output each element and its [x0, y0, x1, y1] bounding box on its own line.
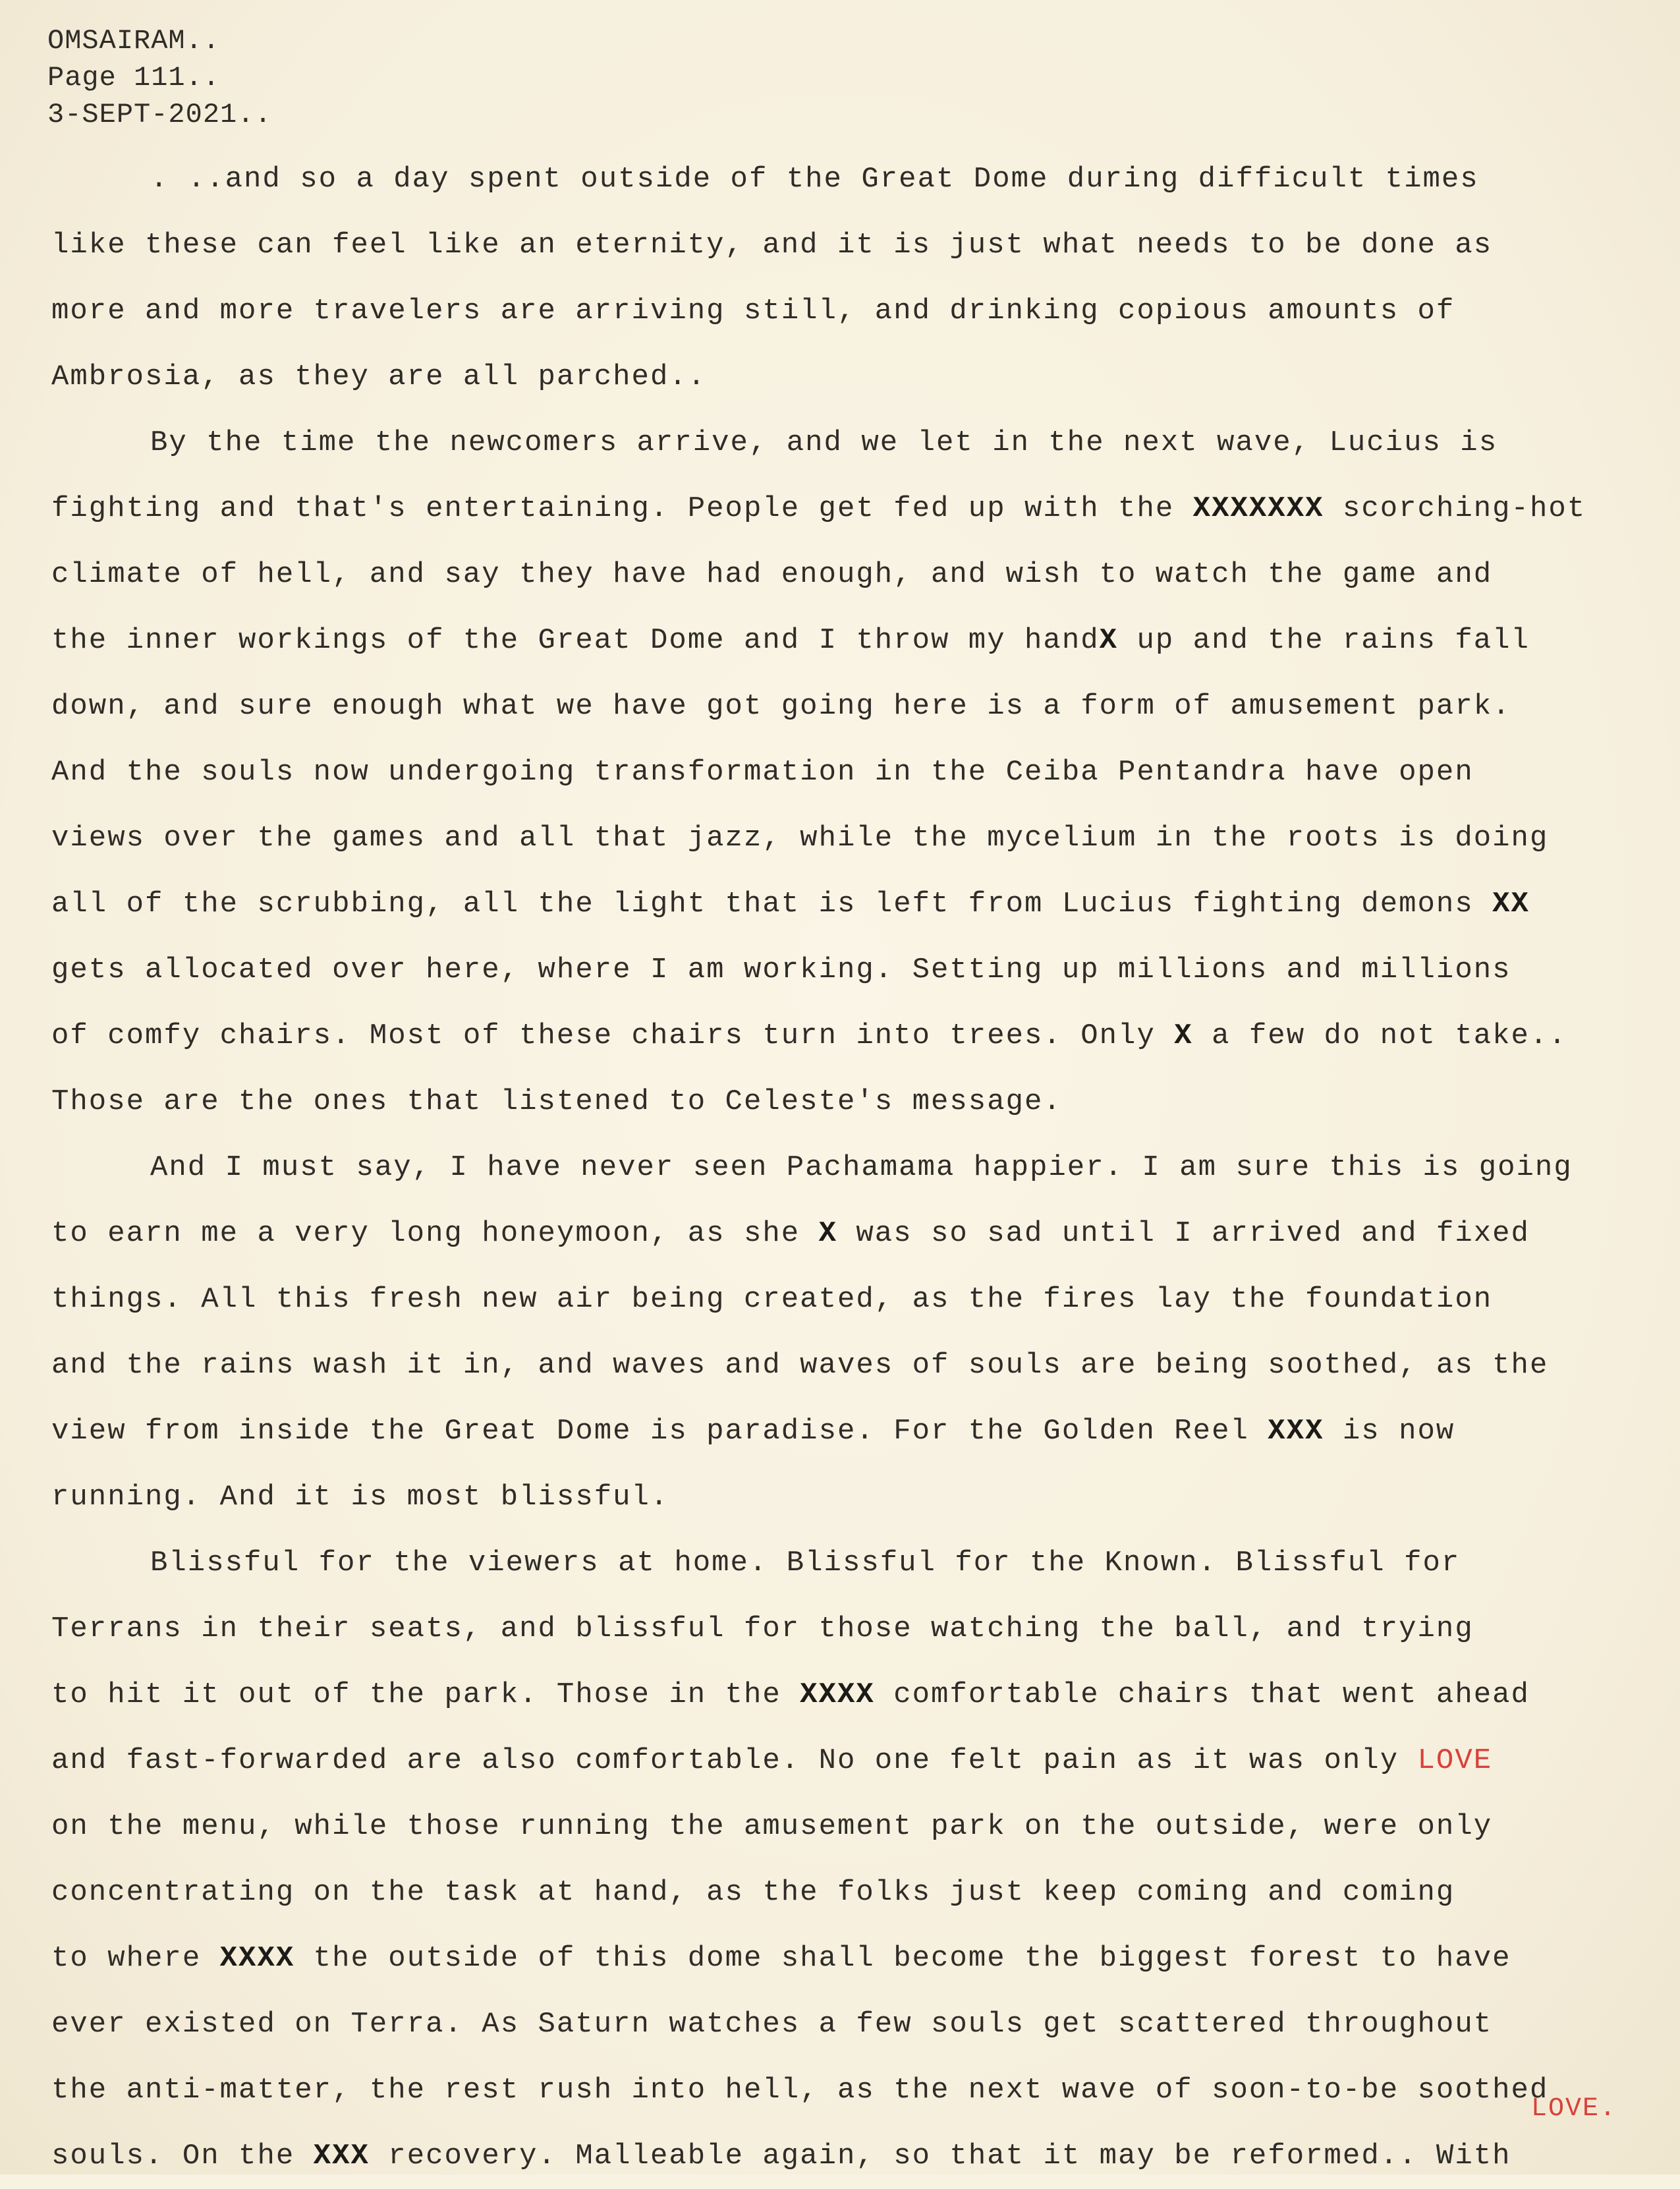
text-line	[51, 673, 1659, 739]
text-segment: and the rains wash it in, and waves and waves of souls are being soothed, as the	[51, 1349, 1549, 1382]
struck-out-text: XXX	[1268, 1415, 1324, 1448]
text-segment: to earn me a very long honeymoon, as she	[51, 1217, 819, 1250]
text-segment: Those are the ones that listened to Celeste's message.	[51, 1085, 1062, 1118]
text-line	[51, 739, 1659, 805]
text-segment: And the souls now undergoing transformation in the Ceiba Pentandra have open	[51, 756, 1474, 789]
body-text	[51, 146, 1659, 2189]
text-segment: was so sad until I arrived and fixed	[837, 1217, 1530, 1250]
text-segment: of comfy chairs. Most of these chairs turn into trees. Only	[51, 1019, 1175, 1052]
text-line	[51, 1925, 1659, 1991]
text-segment: things. All this fresh new air being created, as the fires lay the foundation	[51, 1283, 1493, 1316]
text-segment: the inner workings of the Great Dome and I throw my hand	[51, 624, 1100, 657]
text-segment: fighting and that's entertaining. People get fed up with the	[51, 492, 1193, 525]
text-line	[51, 1398, 1659, 1464]
struck-out-text: XXX	[313, 2140, 370, 2173]
struck-out-text: XXXXXXX	[1192, 492, 1324, 525]
text-line	[51, 1003, 1659, 1069]
text-segment: view from inside the Great Dome is paradise. For the Golden Reel	[51, 1415, 1268, 1448]
text-line	[51, 278, 1659, 344]
text-segment: views over the games and all that jazz, while the mycelium in the roots is doing	[51, 822, 1549, 855]
text-line	[51, 476, 1659, 542]
text-segment: like these can feel like an eternity, and it is just what needs to be done as	[51, 229, 1493, 262]
header-page-number: Page 111..	[47, 62, 221, 94]
text-line	[51, 937, 1659, 1003]
text-line	[51, 146, 1659, 212]
text-segment: to where	[51, 1942, 220, 1975]
text-segment: all of the scrubbing, all the light that is left from Lucius fighting demons	[51, 888, 1493, 921]
text-line	[51, 1794, 1659, 1860]
text-segment: scorching-hot	[1324, 492, 1586, 525]
text-segment: . ..and so a day spent outside of the Great Dome during difficult times	[150, 163, 1479, 196]
struck-out-text: XX	[1492, 888, 1530, 921]
text-segment: a few do not take..	[1192, 1019, 1567, 1052]
text-line	[51, 1991, 1659, 2057]
text-line	[51, 1530, 1659, 1596]
text-segment: recovery. Malleable again, so that it may be reformed.. With	[369, 2140, 1511, 2173]
text-segment: the anti-matter, the rest rush into hell, as the next wave of soon-to-be soothed	[51, 2074, 1549, 2107]
text-segment: souls. On the	[51, 2140, 314, 2173]
struck-out-text: X	[818, 1217, 837, 1250]
text-line	[51, 212, 1659, 278]
text-line	[51, 608, 1659, 673]
text-segment: gets allocated over here, where I am working. Setting up millions and millions	[51, 953, 1511, 986]
text-segment: By the time the newcomers arrive, and we let in the next wave, Lucius is	[150, 426, 1498, 459]
text-segment: Ambrosia, as they are all parched..	[51, 360, 707, 393]
struck-out-text: X	[1099, 624, 1119, 657]
header-date: 3-SEPT-2021..	[47, 99, 272, 130]
text-segment: more and more travelers are arriving still, and drinking copious amounts of	[51, 295, 1455, 327]
text-line	[51, 1728, 1659, 1794]
page-header	[47, 22, 272, 133]
text-line	[51, 410, 1659, 476]
margin-note: LOVE.	[1530, 2094, 1617, 2124]
struck-out-text: X	[1174, 1019, 1193, 1052]
text-segment: to hit it out of the park. Those in the	[51, 1678, 800, 1711]
text-segment: Terrans in their seats, and blissful for those watching the ball, and trying	[51, 1612, 1474, 1645]
text-segment: running. And it is most blissful.	[51, 1481, 669, 1514]
text-segment: And I must say, I have never seen Pachamama happier. I am sure this is going	[150, 1151, 1573, 1184]
text-segment: climate of hell, and say they have had enough, and wish to watch the game and	[51, 558, 1493, 591]
text-segment: on the menu, while those running the amusement park on the outside, were only	[51, 1810, 1493, 1843]
text-segment: down, and sure enough what we have got going here is a form of amusement park.	[51, 690, 1511, 723]
text-segment: concentrating on the task at hand, as the folks just keep coming and coming	[51, 1876, 1455, 1909]
text-line	[51, 805, 1659, 871]
text-line	[51, 1464, 1659, 1530]
header-title: OMSAIRAM..	[47, 25, 221, 57]
text-segment: up and the rains fall	[1118, 624, 1530, 657]
text-line	[51, 1201, 1659, 1266]
text-line	[51, 1596, 1659, 1662]
text-line	[51, 1266, 1659, 1332]
text-line	[51, 871, 1659, 937]
text-line	[51, 1332, 1659, 1398]
text-segment: is now	[1324, 1415, 1455, 1448]
text-line	[51, 2123, 1659, 2189]
struck-out-text: XXXX	[219, 1942, 295, 1975]
red-ink-text: LOVE	[1417, 1744, 1493, 1777]
text-line	[51, 1135, 1659, 1201]
text-line	[51, 1662, 1659, 1728]
text-line	[51, 542, 1659, 608]
text-segment: ever existed on Terra. As Saturn watches a few souls get scattered throughout	[51, 2008, 1493, 2041]
text-segment: the outside of this dome shall become the biggest forest to have	[294, 1942, 1511, 1975]
struck-out-text: XXXX	[800, 1678, 875, 1711]
text-line	[51, 1069, 1659, 1135]
text-segment: Blissful for the viewers at home. Blissful for the Known. Blissful for	[150, 1547, 1461, 1579]
text-line	[51, 344, 1659, 410]
text-line	[51, 1860, 1659, 1925]
text-line	[51, 2057, 1659, 2123]
text-segment: and fast-forwarded are also comfortable. No one felt pain as it was only	[51, 1744, 1418, 1777]
text-segment: comfortable chairs that went ahead	[874, 1678, 1530, 1711]
